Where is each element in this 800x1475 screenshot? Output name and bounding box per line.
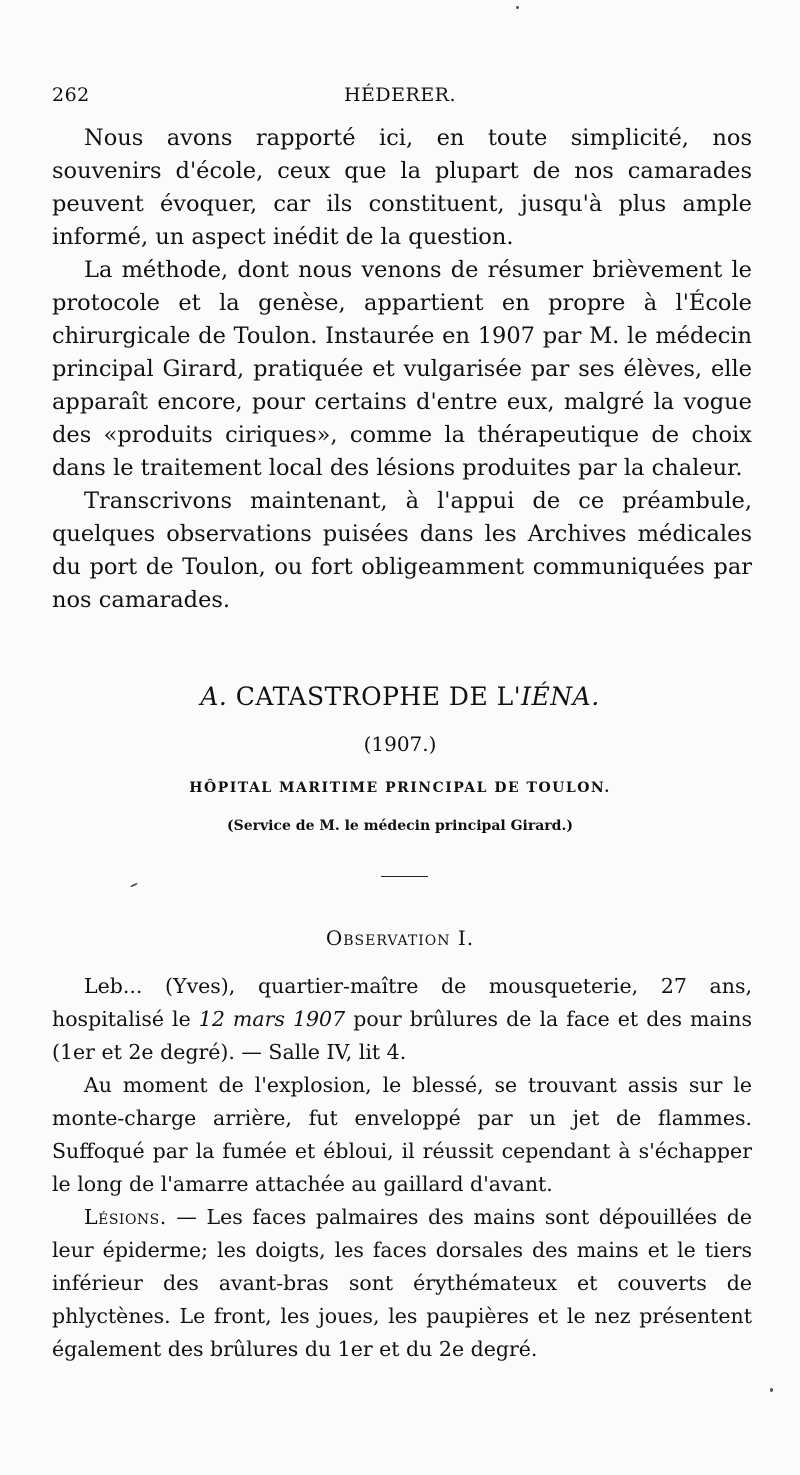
paragraph-case <box>52 970 752 1069</box>
page-number: 262 <box>52 84 90 106</box>
service-heading: (Service de M. le médecin principal Girard.) <box>227 818 573 834</box>
paragraph-explosion: Au moment de l'explosion, le blessé, se trouvant assis sur le monte-charge arrière, fut enveloppé par un jet de flammes. Suffoqué par la fumée et ébloui, il réussit cependant à s'échapper le long de l'amarre attachée au gaillard d'avant. <box>52 1073 752 1196</box>
observation-text <box>52 970 752 1366</box>
paragraph-methode: La méthode, dont nous venons de résumer brièvement le protocole et la genèse, appartient en propre à l'École chirurgicale de Toulon. Instaurée en 1907 par M. le médecin principal Girard, pratiquée et vulgarisée par ses élèves, elle apparaît encore, pour certains d'entre eux, malgré la vogue des «produits ciriques», comme la thérapeutique de choix dans le traitement local des lésions produites par la chaleur. <box>52 257 752 481</box>
lesions-text: — Les faces palmaires des mains sont dépouillées de leur épiderme; les doigts, les faces dorsales des mains et le tiers inférieur des avant-bras sont érythémateux et couverts de phlyctènes. Le front, les joues, les paupières et le nez présentent également des brûlures du 1er et du 2e degré. <box>52 1205 752 1361</box>
section-divider <box>381 876 428 877</box>
section-letter: A. <box>200 682 228 711</box>
scan-speck <box>516 6 519 9</box>
scan-speck <box>770 1388 773 1392</box>
section-title <box>0 682 800 711</box>
lesions-label: Lésions. <box>84 1205 167 1229</box>
running-title: HÉDERER. <box>343 84 457 106</box>
section-title-ship: IÉNA. <box>521 682 600 711</box>
paragraph-transcrivons: Transcrivons maintenant, à l'appui de ce préambule, quelques observations puisées dans les Archives médicales du port de Toulon, ou fort obligeamment communiquées par nos camarades. <box>52 488 752 613</box>
case-text-end: pour brûlures de la face et des mains (1er et 2e degré). — Salle IV, lit 4. <box>52 1007 752 1064</box>
admission-date: 12 mars 1907 <box>198 1007 346 1031</box>
paragraph-souvenirs: Nous avons rapporté ici, en toute simplicité, nos souvenirs d'école, ceux que la plupart de nos camarades peuvent évoquer, car ils constituent, jusqu'à plus ample informé, un aspect inédit de la question. <box>52 125 752 250</box>
page-header <box>52 84 748 106</box>
section-year: (1907.) <box>363 732 437 756</box>
scan-speck <box>130 882 138 887</box>
observation-heading: Observation I. <box>325 926 475 950</box>
case-text-start: Leb... (Yves), quartier-maître de mousqueterie, 27 ans, hospitalisé le <box>52 974 752 1031</box>
section-title-prefix: CATASTROPHE DE L' <box>235 682 522 711</box>
paragraph-lesions <box>52 1201 752 1366</box>
intro-text <box>52 122 752 617</box>
hospital-heading: HÔPITAL MARITIME PRINCIPAL DE TOULON. <box>189 780 611 796</box>
